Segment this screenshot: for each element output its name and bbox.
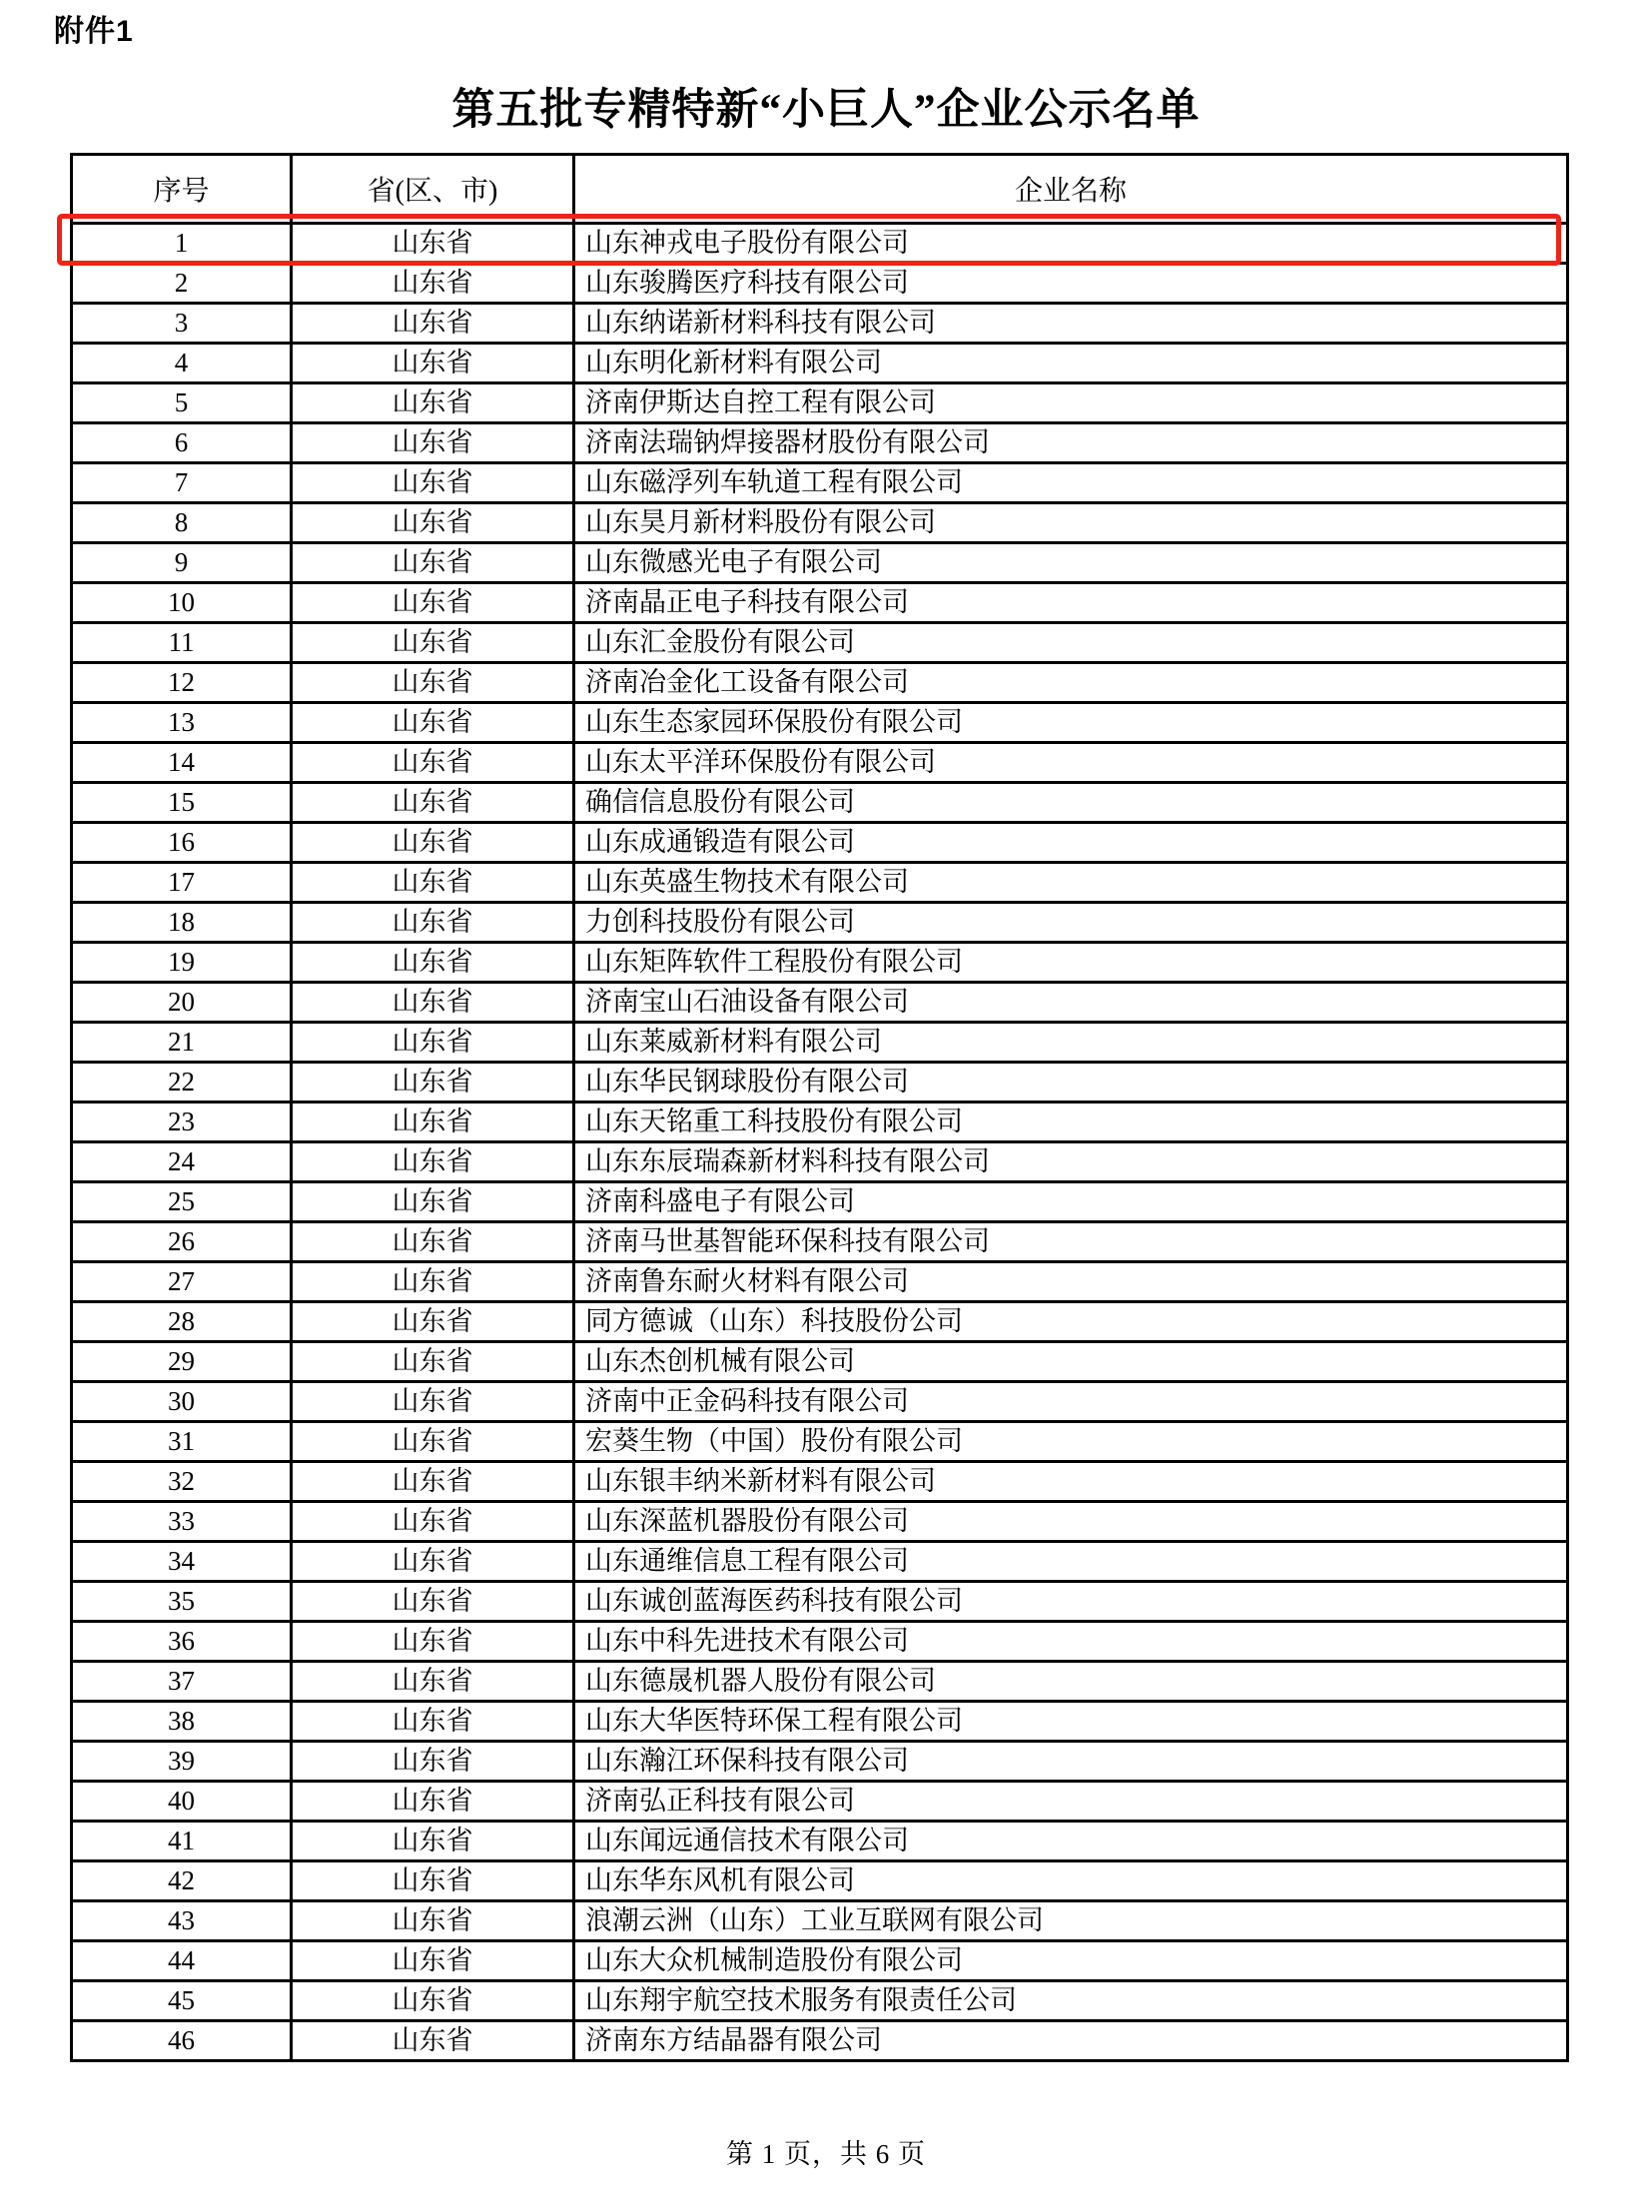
table-row [72, 1582, 1568, 1622]
row-seq-no: 24 [72, 1142, 292, 1182]
row-seq-no: 3 [72, 304, 292, 344]
header-seq-no: 序号 [72, 155, 292, 224]
table-row [72, 703, 1568, 743]
company-table-body [72, 224, 1568, 2061]
row-province: 山东省 [292, 463, 574, 503]
row-seq-no: 35 [72, 1582, 292, 1622]
row-seq-no: 12 [72, 663, 292, 703]
row-company-name: 山东英盛生物技术有限公司 [574, 863, 1568, 903]
row-company-name: 山东神戎电子股份有限公司 [574, 224, 1568, 264]
row-province: 山东省 [292, 703, 574, 743]
table-row [72, 1023, 1568, 1063]
row-company-name: 济南中正金码科技有限公司 [574, 1382, 1568, 1422]
row-seq-no: 6 [72, 423, 292, 463]
row-province: 山东省 [292, 1901, 574, 1941]
row-province: 山东省 [292, 1462, 574, 1502]
row-company-name: 山东生态家园环保股份有限公司 [574, 703, 1568, 743]
row-company-name: 济南晶正电子科技有限公司 [574, 583, 1568, 623]
row-seq-no: 32 [72, 1462, 292, 1502]
row-seq-no: 46 [72, 2021, 292, 2061]
table-row [72, 1702, 1568, 1742]
table-row [72, 863, 1568, 903]
table-row [72, 583, 1568, 623]
table-row [72, 1542, 1568, 1582]
row-province: 山东省 [292, 224, 574, 264]
row-province: 山东省 [292, 1382, 574, 1422]
table-row [72, 1502, 1568, 1542]
page-title: 第五批专精特新“小巨人”企业公示名单 [451, 87, 1201, 134]
table-header-row [72, 155, 1568, 224]
row-company-name: 山东磁浮列车轨道工程有限公司 [574, 463, 1568, 503]
table-row [72, 903, 1568, 943]
row-province: 山东省 [292, 1702, 574, 1742]
row-province: 山东省 [292, 423, 574, 463]
table-row [72, 783, 1568, 823]
row-seq-no: 30 [72, 1382, 292, 1422]
row-seq-no: 28 [72, 1302, 292, 1342]
row-seq-no: 21 [72, 1023, 292, 1063]
row-seq-no: 7 [72, 463, 292, 503]
row-company-name: 山东骏腾医疗科技有限公司 [574, 264, 1568, 304]
table-row [72, 1622, 1568, 1662]
row-seq-no: 43 [72, 1901, 292, 1941]
row-province: 山东省 [292, 2021, 574, 2061]
row-seq-no: 40 [72, 1782, 292, 1822]
table-row [72, 1462, 1568, 1502]
table-row [72, 1142, 1568, 1182]
table-row [72, 1222, 1568, 1262]
row-seq-no: 10 [72, 583, 292, 623]
row-company-name: 山东纳诺新材料科技有限公司 [574, 304, 1568, 344]
row-province: 山东省 [292, 903, 574, 943]
row-province: 山东省 [292, 1822, 574, 1861]
table-row [72, 224, 1568, 264]
page-footer: 第 1 页，共 6 页 [726, 2139, 926, 2169]
row-seq-no: 41 [72, 1822, 292, 1861]
table-row [72, 1981, 1568, 2021]
row-seq-no: 11 [72, 623, 292, 663]
row-seq-no: 4 [72, 344, 292, 383]
row-seq-no: 37 [72, 1662, 292, 1702]
row-company-name: 山东通维信息工程有限公司 [574, 1542, 1568, 1582]
row-company-name: 济南东方结晶器有限公司 [574, 2021, 1568, 2061]
row-seq-no: 26 [72, 1222, 292, 1262]
row-company-name: 济南伊斯达自控工程有限公司 [574, 383, 1568, 423]
row-seq-no: 38 [72, 1702, 292, 1742]
header-province: 省(区、市) [292, 155, 574, 224]
attachment-label: 附件1 [54, 15, 134, 48]
row-province: 山东省 [292, 823, 574, 863]
row-company-name: 济南科盛电子有限公司 [574, 1182, 1568, 1222]
row-company-name: 山东银丰纳米新材料有限公司 [574, 1462, 1568, 1502]
table-row [72, 1262, 1568, 1302]
row-province: 山东省 [292, 1422, 574, 1462]
table-row [72, 1302, 1568, 1342]
row-company-name: 山东大众机械制造股份有限公司 [574, 1941, 1568, 1981]
row-province: 山东省 [292, 304, 574, 344]
row-seq-no: 14 [72, 743, 292, 783]
table-row [72, 1901, 1568, 1941]
row-province: 山东省 [292, 1582, 574, 1622]
row-company-name: 济南宝山石油设备有限公司 [574, 983, 1568, 1023]
row-seq-no: 45 [72, 1981, 292, 2021]
row-seq-no: 5 [72, 383, 292, 423]
table-row [72, 1742, 1568, 1782]
row-company-name: 宏葵生物（中国）股份有限公司 [574, 1422, 1568, 1462]
row-seq-no: 34 [72, 1542, 292, 1582]
table-row [72, 2021, 1568, 2061]
row-seq-no: 36 [72, 1622, 292, 1662]
table-row [72, 503, 1568, 543]
table-row [72, 663, 1568, 703]
row-province: 山东省 [292, 783, 574, 823]
row-province: 山东省 [292, 1023, 574, 1063]
row-province: 山东省 [292, 1542, 574, 1582]
row-company-name: 山东明化新材料有限公司 [574, 344, 1568, 383]
table-row [72, 1382, 1568, 1422]
row-company-name: 山东翔宇航空技术服务有限责任公司 [574, 1981, 1568, 2021]
row-company-name: 山东东辰瑞森新材料科技有限公司 [574, 1142, 1568, 1182]
row-company-name: 力创科技股份有限公司 [574, 903, 1568, 943]
table-row [72, 983, 1568, 1023]
row-company-name: 济南马世基智能环保科技有限公司 [574, 1222, 1568, 1262]
row-company-name: 山东大华医特环保工程有限公司 [574, 1702, 1568, 1742]
row-province: 山东省 [292, 344, 574, 383]
company-table [70, 153, 1569, 2062]
row-province: 山东省 [292, 1502, 574, 1542]
row-province: 山东省 [292, 503, 574, 543]
row-company-name: 济南法瑞钠焊接器材股份有限公司 [574, 423, 1568, 463]
row-seq-no: 39 [72, 1742, 292, 1782]
row-province: 山东省 [292, 943, 574, 983]
row-province: 山东省 [292, 1662, 574, 1702]
row-seq-no: 19 [72, 943, 292, 983]
row-seq-no: 1 [72, 224, 292, 264]
row-company-name: 山东汇金股份有限公司 [574, 623, 1568, 663]
row-seq-no: 23 [72, 1103, 292, 1142]
row-company-name: 山东莱威新材料有限公司 [574, 1023, 1568, 1063]
row-province: 山东省 [292, 543, 574, 583]
row-company-name: 山东太平洋环保股份有限公司 [574, 743, 1568, 783]
header-company-name: 企业名称 [574, 155, 1568, 224]
row-province: 山东省 [292, 1182, 574, 1222]
row-province: 山东省 [292, 1103, 574, 1142]
row-seq-no: 25 [72, 1182, 292, 1222]
table-row [72, 823, 1568, 863]
row-province: 山东省 [292, 743, 574, 783]
row-province: 山东省 [292, 1262, 574, 1302]
row-province: 山东省 [292, 1861, 574, 1901]
row-seq-no: 20 [72, 983, 292, 1023]
table-row [72, 1342, 1568, 1382]
row-province: 山东省 [292, 264, 574, 304]
row-company-name: 济南冶金化工设备有限公司 [574, 663, 1568, 703]
table-row [72, 1861, 1568, 1901]
row-province: 山东省 [292, 1622, 574, 1662]
row-company-name: 山东华民钢球股份有限公司 [574, 1063, 1568, 1103]
row-company-name: 浪潮云洲（山东）工业互联网有限公司 [574, 1901, 1568, 1941]
row-company-name: 山东诚创蓝海医药科技有限公司 [574, 1582, 1568, 1622]
row-province: 山东省 [292, 583, 574, 623]
table-row [72, 1662, 1568, 1702]
row-seq-no: 9 [72, 543, 292, 583]
row-seq-no: 16 [72, 823, 292, 863]
table-row [72, 1822, 1568, 1861]
table-row [72, 1941, 1568, 1981]
row-seq-no: 42 [72, 1861, 292, 1901]
row-seq-no: 31 [72, 1422, 292, 1462]
row-seq-no: 13 [72, 703, 292, 743]
table-row [72, 943, 1568, 983]
row-seq-no: 15 [72, 783, 292, 823]
table-row [72, 743, 1568, 783]
table-row [72, 1063, 1568, 1103]
row-seq-no: 18 [72, 903, 292, 943]
row-seq-no: 27 [72, 1262, 292, 1302]
row-company-name: 山东瀚江环保科技有限公司 [574, 1742, 1568, 1782]
row-company-name: 山东天铭重工科技股份有限公司 [574, 1103, 1568, 1142]
row-seq-no: 29 [72, 1342, 292, 1382]
table-row [72, 423, 1568, 463]
row-province: 山东省 [292, 1742, 574, 1782]
table-row [72, 1182, 1568, 1222]
row-company-name: 同方德诚（山东）科技股份公司 [574, 1302, 1568, 1342]
table-row [72, 383, 1568, 423]
row-company-name: 山东华东风机有限公司 [574, 1861, 1568, 1901]
row-province: 山东省 [292, 983, 574, 1023]
table-row [72, 1422, 1568, 1462]
row-province: 山东省 [292, 1142, 574, 1182]
row-company-name: 济南鲁东耐火材料有限公司 [574, 1262, 1568, 1302]
row-company-name: 确信信息股份有限公司 [574, 783, 1568, 823]
row-company-name: 山东昊月新材料股份有限公司 [574, 503, 1568, 543]
row-seq-no: 44 [72, 1941, 292, 1981]
row-province: 山东省 [292, 1302, 574, 1342]
row-company-name: 山东成通锻造有限公司 [574, 823, 1568, 863]
row-company-name: 山东矩阵软件工程股份有限公司 [574, 943, 1568, 983]
table-row [72, 1782, 1568, 1822]
row-seq-no: 22 [72, 1063, 292, 1103]
row-province: 山东省 [292, 1782, 574, 1822]
row-seq-no: 33 [72, 1502, 292, 1542]
row-province: 山东省 [292, 1941, 574, 1981]
row-province: 山东省 [292, 1342, 574, 1382]
row-province: 山东省 [292, 383, 574, 423]
row-company-name: 山东德晟机器人股份有限公司 [574, 1662, 1568, 1702]
row-company-name: 济南弘正科技有限公司 [574, 1782, 1568, 1822]
table-row [72, 1103, 1568, 1142]
table-row [72, 304, 1568, 344]
row-seq-no: 8 [72, 503, 292, 543]
row-company-name: 山东杰创机械有限公司 [574, 1342, 1568, 1382]
row-company-name: 山东中科先进技术有限公司 [574, 1622, 1568, 1662]
table-row [72, 623, 1568, 663]
row-company-name: 山东深蓝机器股份有限公司 [574, 1502, 1568, 1542]
row-province: 山东省 [292, 663, 574, 703]
table-row [72, 264, 1568, 304]
row-seq-no: 17 [72, 863, 292, 903]
row-province: 山东省 [292, 1063, 574, 1103]
row-province: 山东省 [292, 1981, 574, 2021]
row-province: 山东省 [292, 1222, 574, 1262]
table-row [72, 463, 1568, 503]
table-row [72, 344, 1568, 383]
table-row [72, 543, 1568, 583]
row-seq-no: 2 [72, 264, 292, 304]
row-company-name: 山东闻远通信技术有限公司 [574, 1822, 1568, 1861]
row-company-name: 山东微感光电子有限公司 [574, 543, 1568, 583]
row-province: 山东省 [292, 623, 574, 663]
row-province: 山东省 [292, 863, 574, 903]
